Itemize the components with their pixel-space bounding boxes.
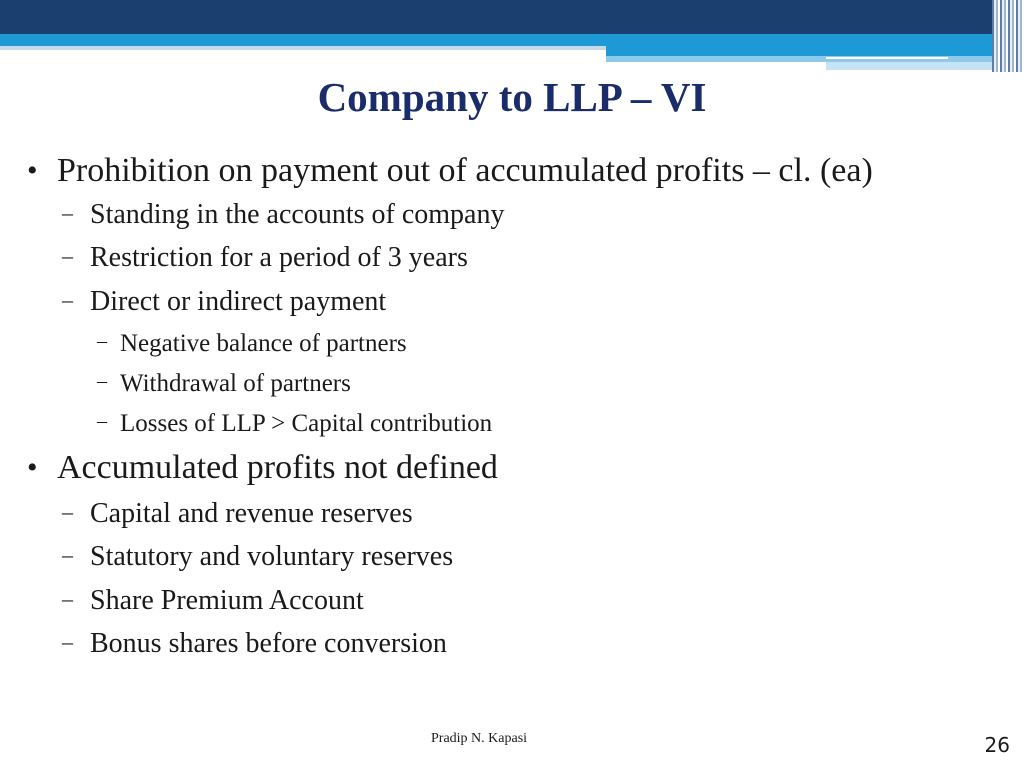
- sub-sub-bullet-text: Losses of LLP > Capital contribution: [120, 410, 493, 437]
- sub-sub-bullet-item: [97, 329, 407, 359]
- header-banner-light: [0, 34, 1024, 46]
- slide-number: 26: [984, 733, 1010, 757]
- sub-bullet-text: Statutory and voluntary reserves: [90, 541, 454, 572]
- sub-bullet-item: [62, 627, 447, 661]
- bullet-item: [27, 151, 873, 191]
- dash-marker: –: [97, 330, 107, 352]
- dash-marker: –: [62, 243, 73, 268]
- sub-bullet-item: [62, 540, 453, 574]
- sub-bullet-item: [62, 497, 413, 531]
- dash-marker: –: [97, 410, 107, 432]
- sub-bullet-text: Capital and revenue reserves: [90, 498, 413, 529]
- dash-marker: –: [62, 629, 73, 654]
- bullet-marker: •: [27, 451, 38, 484]
- sub-bullet-item: [62, 285, 386, 319]
- dash-marker: –: [62, 542, 73, 567]
- footer-author: Pradip N. Kapasi: [431, 731, 528, 746]
- sub-sub-bullet-text: Negative balance of partners: [120, 330, 407, 357]
- dash-marker: –: [97, 370, 107, 392]
- sub-sub-bullet-text: Withdrawal of partners: [120, 370, 351, 397]
- sub-bullet-text: Restriction for a period of 3 years: [90, 242, 468, 273]
- header-banner-dark: [0, 0, 1024, 34]
- sub-bullet-item: [62, 584, 364, 618]
- sub-bullet-item: [62, 198, 504, 232]
- header-banner-step: [606, 46, 1024, 56]
- sub-bullet-text: Share Premium Account: [90, 585, 364, 616]
- bullet-item: [27, 448, 498, 488]
- dash-marker: –: [62, 499, 73, 524]
- bullet-marker: •: [27, 154, 38, 187]
- dash-marker: –: [62, 287, 73, 312]
- dash-marker: –: [62, 200, 73, 225]
- header-banner-accent-line: [826, 57, 948, 59]
- sub-sub-bullet-item: [97, 409, 492, 439]
- dash-marker: –: [62, 586, 73, 611]
- header-stripes-decoration: [992, 0, 1024, 72]
- sub-bullet-item: [62, 241, 468, 275]
- slide-title: Company to LLP – VI: [317, 74, 707, 120]
- sub-bullet-text: Direct or indirect payment: [90, 286, 387, 317]
- sub-bullet-text: Bonus shares before conversion: [90, 628, 447, 659]
- bullet-text: Accumulated profits not defined: [57, 449, 498, 486]
- bullet-text: Prohibition on payment out of accumulated profits – cl. (ea): [57, 152, 873, 189]
- sub-sub-bullet-item: [97, 369, 351, 399]
- sub-bullet-text: Standing in the accounts of company: [90, 199, 505, 230]
